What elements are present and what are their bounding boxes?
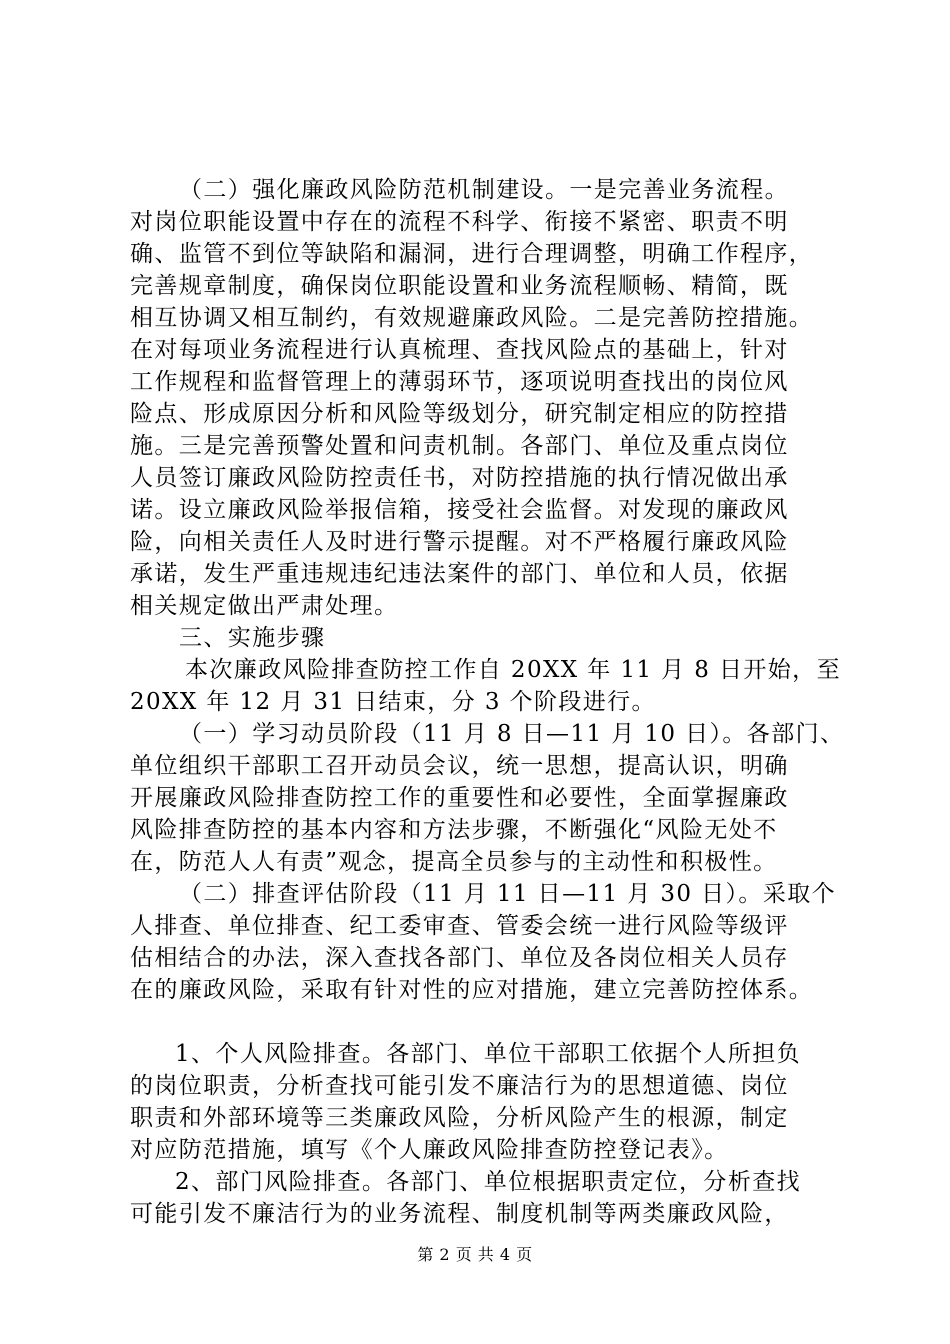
paragraph-line: 对岗位职能设置中存在的流程不科学、衔接不紧密、职责不明 — [130, 209, 789, 235]
paragraph-line: 相互协调又相互制约，有效规避廉政风险。二是完善防控措施。 — [130, 305, 814, 331]
paragraph-line: 2、部门风险排查。各部门、单位根据职责定位，分析查找 — [175, 1169, 802, 1195]
paragraph-line: 职责和外部环境等三类廉政风险，分析风险产生的根源，制定 — [130, 1105, 789, 1131]
paragraph-line: 在对每项业务流程进行认真梳理、查找风险点的基础上，针对 — [130, 337, 789, 363]
paragraph-line: 在的廉政风险，采取有针对性的应对措施，建立完善防控体系。 — [130, 977, 814, 1003]
paragraph-line: 估相结合的办法，深入查找各部门、单位及各岗位相关人员存 — [130, 945, 789, 971]
paragraph-line: 施。三是完善预警处置和问责机制。各部门、单位及重点岗位 — [130, 433, 789, 459]
paragraph-line: 确、监管不到位等缺陷和漏洞，进行合理调整，明确工作程序， — [130, 241, 814, 267]
paragraph-line: 诺。设立廉政风险举报信箱，接受社会监督。对发现的廉政风 — [130, 497, 789, 523]
paragraph-line: 在，防范人人有责”观念，提高全员参与的主动性和积极性。 — [130, 849, 778, 875]
paragraph-line: 承诺，发生严重违规违纪违法案件的部门、单位和人员，依据 — [130, 561, 789, 587]
paragraph-line: 可能引发不廉洁行为的业务流程、制度机制等两类廉政风险， — [130, 1201, 789, 1227]
paragraph-line: 相关规定做出严肃处理。 — [130, 593, 399, 619]
paragraph-line: 20XX 年 12 月 31 日结束，分 3 个阶段进行。 — [130, 689, 656, 715]
page-number-footer: 第 2 页 共 4 页 — [417, 1245, 533, 1264]
paragraph-line: 险点、形成原因分析和风险等级划分，研究制定相应的防控措 — [130, 401, 789, 427]
paragraph-line: （二）排查评估阶段（11 月 11 日—11 月 30 日）。采取个 — [179, 881, 837, 907]
paragraph-line: 本次廉政风险排查防控工作自 20XX 年 11 月 8 日开始，至 — [185, 657, 841, 683]
paragraph-line: 人排查、单位排查、纪工委审查、管委会统一进行风险等级评 — [130, 913, 789, 939]
paragraph-line: 人员签订廉政风险防控责任书，对防控措施的执行情况做出承 — [130, 465, 789, 491]
section-heading: 三、实施步骤 — [179, 625, 326, 651]
paragraph-line: 险，向相关责任人及时进行警示提醒。对不严格履行廉政风险 — [130, 529, 789, 555]
paragraph-line: 1、个人风险排查。各部门、单位干部职工依据个人所担负 — [175, 1041, 802, 1067]
paragraph-line: 开展廉政风险排查防控工作的重要性和必要性，全面掌握廉政 — [130, 785, 789, 811]
paragraph-line: 风险排查防控的基本内容和方法步骤，不断强化“风险无处不 — [130, 817, 778, 843]
paragraph-line: 对应防范措施，填写《个人廉政风险排查防控登记表》。 — [130, 1137, 729, 1163]
paragraph-line: 工作规程和监督管理上的薄弱环节，逐项说明查找出的岗位风 — [130, 369, 789, 395]
paragraph-line: 的岗位职责，分析查找可能引发不廉洁行为的思想道德、岗位 — [130, 1073, 789, 1099]
paragraph-line: （一）学习动员阶段（11 月 8 日—11 月 10 日）。各部门、 — [179, 721, 845, 747]
paragraph-line: （二）强化廉政风险防范机制建设。一是完善业务流程。 — [179, 177, 789, 203]
paragraph-line: 单位组织干部职工召开动员会议，统一思想，提高认识，明确 — [130, 753, 789, 779]
paragraph-line: 完善规章制度，确保岗位职能设置和业务流程顺畅、精简，既 — [130, 273, 789, 299]
